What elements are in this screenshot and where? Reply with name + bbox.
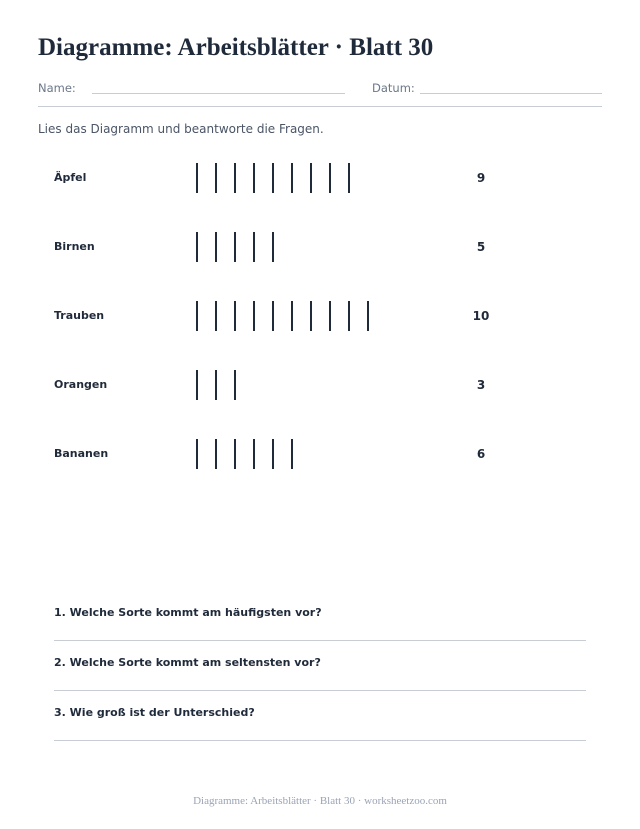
instructions: Lies das Diagramm und beantworte die Fragen.	[38, 122, 324, 136]
name-label: Name:	[38, 81, 76, 95]
tally-mark	[310, 301, 312, 331]
tally-mark	[329, 163, 331, 193]
date-field[interactable]	[420, 93, 602, 94]
chart-row	[0, 369, 640, 403]
question-1-text: 1. Welche Sorte kommt am häufigsten vor?	[54, 606, 322, 619]
tally-mark	[196, 301, 198, 331]
tally-mark	[310, 163, 312, 193]
row-label: Trauben	[54, 309, 105, 322]
chart-row	[0, 300, 640, 334]
tally-mark	[196, 370, 198, 400]
tally-mark	[253, 439, 255, 469]
chart-row	[0, 438, 640, 472]
row-label: Äpfel	[54, 171, 87, 184]
date-label: Datum:	[372, 81, 415, 95]
tally-mark	[291, 301, 293, 331]
tally-mark	[234, 370, 236, 400]
row-label: Bananen	[54, 447, 109, 460]
tally-mark	[196, 163, 198, 193]
question-2	[54, 656, 586, 696]
row-value: 10	[472, 309, 490, 323]
tally-mark	[215, 163, 217, 193]
tally-mark	[234, 439, 236, 469]
row-value: 5	[476, 240, 486, 254]
tally-mark	[329, 301, 331, 331]
footer: Diagramme: Arbeitsblätter · Blatt 30 · worksheetzoo.com	[193, 795, 447, 807]
tally-mark	[234, 163, 236, 193]
row-value: 6	[476, 447, 486, 461]
tally-mark	[234, 232, 236, 262]
tally-mark	[215, 301, 217, 331]
tally-mark	[196, 439, 198, 469]
question-1	[54, 606, 586, 646]
tally-mark	[272, 301, 274, 331]
tally-mark	[367, 301, 369, 331]
tally-mark	[291, 439, 293, 469]
tally-mark	[253, 163, 255, 193]
tally-mark	[234, 301, 236, 331]
tally-mark	[272, 163, 274, 193]
tally-mark	[215, 370, 217, 400]
tally-mark	[291, 163, 293, 193]
answer-line-3[interactable]	[54, 740, 586, 741]
row-label: Birnen	[54, 240, 95, 253]
question-3	[54, 706, 586, 746]
answer-line-2[interactable]	[54, 690, 586, 691]
chart-row	[0, 231, 640, 265]
tally-mark	[253, 301, 255, 331]
tally-mark	[215, 439, 217, 469]
header-divider	[38, 106, 602, 107]
answer-line-1[interactable]	[54, 640, 586, 641]
tally-mark	[215, 232, 217, 262]
tally-mark	[196, 232, 198, 262]
row-value: 9	[476, 171, 486, 185]
chart-row	[0, 162, 640, 196]
tally-mark	[348, 301, 350, 331]
row-value: 3	[476, 378, 486, 392]
tally-mark	[348, 163, 350, 193]
tally-mark	[272, 232, 274, 262]
row-label: Orangen	[54, 378, 108, 391]
worksheet-title: Diagramme: Arbeitsblätter · Blatt 30	[38, 34, 434, 61]
name-field[interactable]	[92, 93, 345, 94]
question-2-text: 2. Welche Sorte kommt am seltensten vor?	[54, 656, 321, 669]
tally-mark	[272, 439, 274, 469]
question-3-text: 3. Wie groß ist der Unterschied?	[54, 706, 255, 719]
tally-mark	[253, 232, 255, 262]
